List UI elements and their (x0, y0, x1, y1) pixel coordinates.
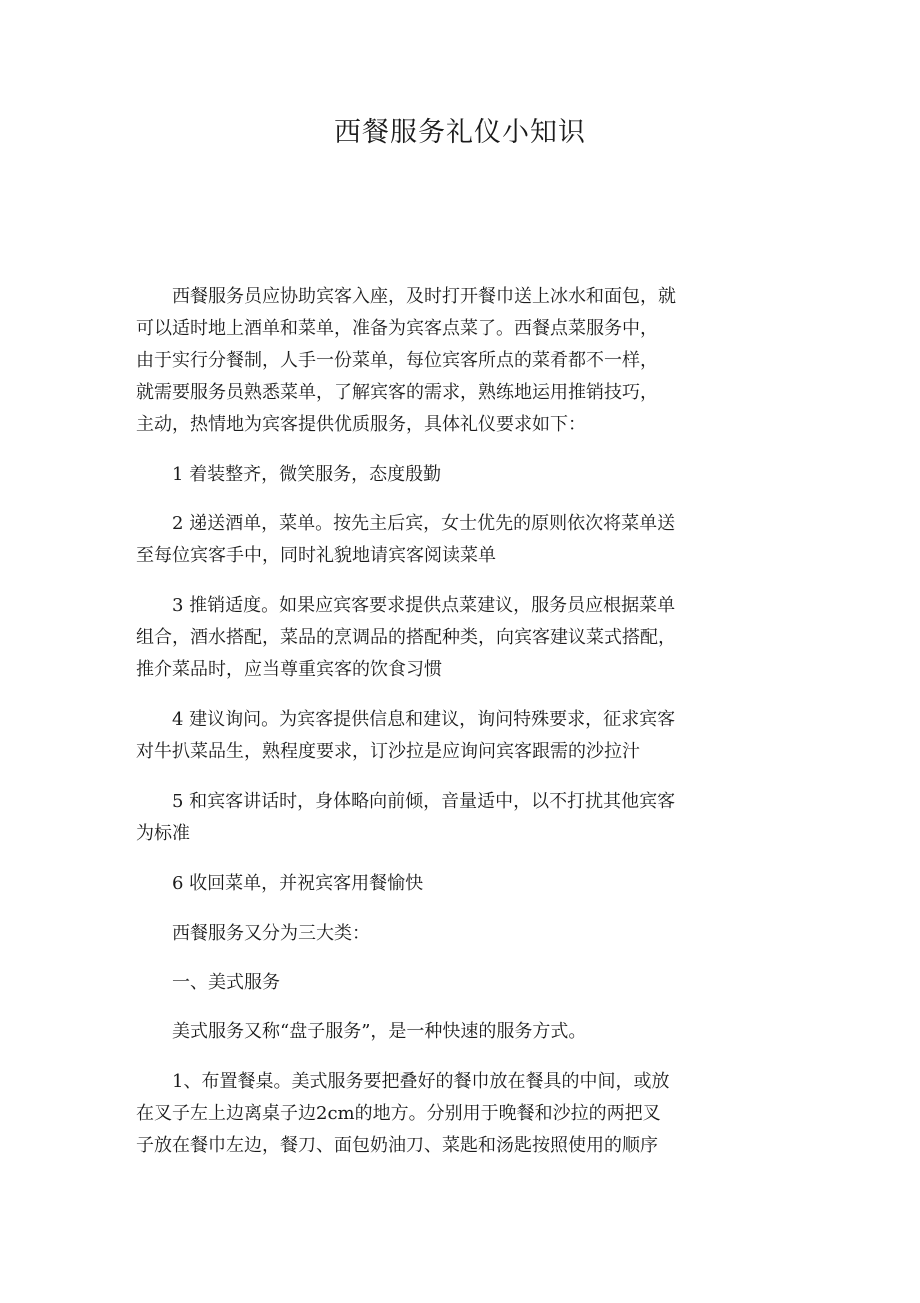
text-line: 2 递送酒单，菜单。按先主后宾，女士优先的原则依次将菜单送 (172, 513, 676, 534)
intro-paragraph (136, 281, 716, 441)
document-title: 西餐服务礼仪小知识 (334, 117, 586, 148)
text-line: 组合，酒水搭配，菜品的烹调品的搭配种类，向宾客建议菜式搭配， (136, 627, 676, 648)
rule-item-1 (136, 459, 716, 491)
american-service-description (136, 1016, 716, 1048)
rule-item-2 (136, 508, 716, 572)
text-line: 主动，热情地为宾客提供优质服务，具体礼仪要求如下： (136, 414, 586, 435)
text-line: 对牛扒菜品生，熟程度要求，订沙拉是应询问宾客跟需的沙拉汁 (136, 741, 640, 762)
categories-intro (136, 918, 716, 950)
rule-item-6 (136, 868, 716, 900)
text-line: 推介菜品时，应当尊重宾客的饮食习惯 (136, 659, 442, 680)
text-line: 1 着装整齐，微笑服务，态度殷勤 (172, 464, 442, 485)
section-heading-american (136, 967, 716, 999)
text-line: 美式服务又称“盘子服务”，是一种快速的服务方式。 (172, 1021, 587, 1042)
text-line: 由于实行分餐制，人手一份菜单，每位宾客所点的菜肴都不一样， (136, 350, 658, 371)
text-line: 至每位宾客手中，同时礼貌地请宾客阅读菜单 (136, 545, 496, 566)
text-line: 为标准 (136, 823, 190, 844)
text-line: 在叉子左上边离桌子边2cm的地方。分别用于晚餐和沙拉的两把叉 (136, 1103, 661, 1124)
text-line: 就需要服务员熟悉菜单，了解宾客的需求，熟练地运用推销技巧， (136, 382, 658, 403)
rule-item-3 (136, 590, 716, 686)
text-line: 子放在餐巾左边，餐刀、面包奶油刀、菜匙和汤匙按照使用的顺序 (136, 1135, 658, 1156)
text-line: 1、布置餐桌。美式服务要把叠好的餐巾放在餐具的中间，或放 (172, 1071, 670, 1092)
text-line: 5 和宾客讲话时，身体略向前倾，音量适中，以不打扰其他宾客 (172, 791, 676, 812)
text-line: 西餐服务又分为三大类： (172, 923, 370, 944)
text-line: 一、美式服务 (172, 972, 280, 993)
rule-item-4 (136, 704, 716, 768)
text-line: 6 收回菜单，并祝宾客用餐愉快 (172, 873, 424, 894)
american-service-item-1 (136, 1066, 716, 1162)
text-line: 可以适时地上酒单和菜单，准备为宾客点菜了。西餐点菜服务中， (136, 318, 658, 339)
text-line: 西餐服务员应协助宾客入座，及时打开餐巾送上冰水和面包，就 (172, 286, 676, 307)
text-line: 3 推销适度。如果应宾客要求提供点菜建议，服务员应根据菜单 (172, 595, 676, 616)
text-line: 4 建议询问。为宾客提供信息和建议，询问特殊要求，征求宾客 (172, 709, 676, 730)
rule-item-5 (136, 786, 716, 850)
